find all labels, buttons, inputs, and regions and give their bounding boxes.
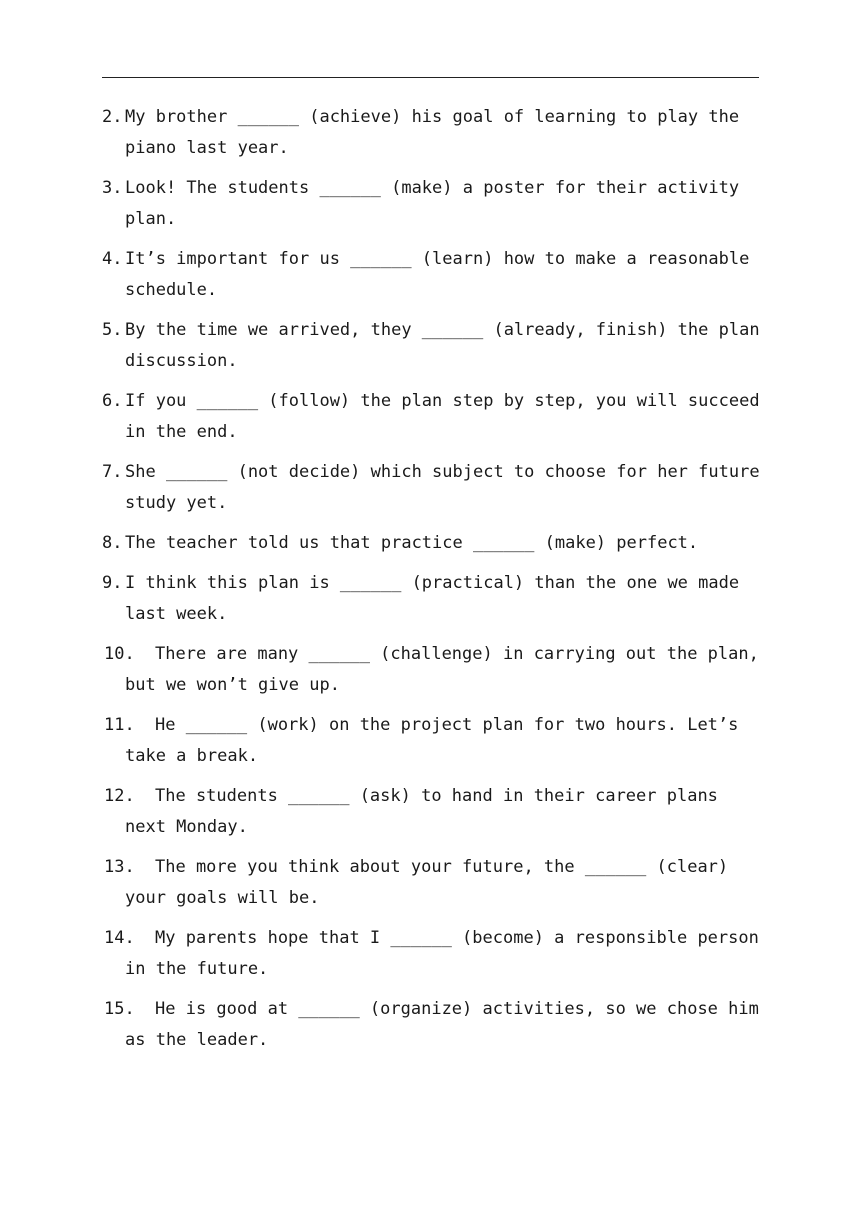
question-text-continued: as the leader.: [125, 1030, 269, 1050]
question-number: 10.: [104, 644, 135, 664]
question-text-continued: schedule.: [125, 280, 218, 300]
question-list: [0, 102, 860, 1065]
question-text: My brother ______ (achieve) his goal of learning to play the: [125, 107, 740, 127]
question-text: The students ______ (ask) to hand in their career plans: [155, 786, 718, 806]
question-text: There are many ______ (challenge) in carrying out the plan,: [155, 644, 759, 664]
question-text: By the time we arrived, they ______ (already, finish) the plan: [125, 320, 760, 340]
question-text-continued: plan.: [125, 209, 177, 229]
question-number: 7.: [102, 462, 123, 482]
question-text: If you ______ (follow) the plan step by step, you will succeed: [125, 391, 760, 411]
question-text-continued: in the future.: [125, 959, 269, 979]
question-item: [0, 994, 759, 1056]
question-number: 3.: [102, 178, 123, 198]
question-item: [0, 173, 755, 235]
question-number: 5.: [102, 320, 123, 340]
question-text: It’s important for us ______ (learn) how to make a reasonable: [125, 249, 750, 269]
question-item: [0, 315, 760, 377]
question-text: The more you think about your future, the ______ (clear): [155, 857, 729, 877]
question-number: 2.: [102, 107, 123, 127]
question-number: 4.: [102, 249, 123, 269]
question-text-continued: piano last year.: [125, 138, 289, 158]
question-number: 6.: [102, 391, 123, 411]
question-text-continued: in the end.: [125, 422, 238, 442]
question-item: [0, 386, 760, 448]
question-item: [0, 102, 755, 164]
header-rule: [102, 77, 759, 78]
question-item: [0, 528, 755, 559]
question-text-continued: next Monday.: [125, 817, 248, 837]
question-item: [0, 781, 755, 843]
question-text: I think this plan is ______ (practical) than the one we made: [125, 573, 740, 593]
question-text: He ______ (work) on the project plan for two hours. Let’s: [155, 715, 739, 735]
question-item: [0, 852, 755, 914]
question-number: 14.: [104, 928, 135, 948]
question-text: She ______ (not decide) which subject to choose for her future: [125, 462, 760, 482]
question-text-continued: your goals will be.: [125, 888, 320, 908]
question-text-continued: last week.: [125, 604, 228, 624]
question-text: My parents hope that I ______ (become) a responsible person: [155, 928, 759, 948]
question-item: [0, 457, 760, 519]
question-number: 8.: [102, 533, 123, 553]
question-text-continued: discussion.: [125, 351, 238, 371]
question-text-continued: take a break.: [125, 746, 259, 766]
question-number: 12.: [104, 786, 135, 806]
question-number: 13.: [104, 857, 135, 877]
question-item: [0, 639, 759, 701]
question-item: [0, 244, 755, 306]
question-text-continued: study yet.: [125, 493, 228, 513]
question-text-continued: but we won’t give up.: [125, 675, 340, 695]
question-text: Look! The students ______ (make) a poster for their activity: [125, 178, 740, 198]
question-item: [0, 568, 755, 630]
question-text: He is good at ______ (organize) activities, so we chose him: [155, 999, 759, 1019]
question-text: The teacher told us that practice ______ (make) perfect.: [125, 533, 699, 553]
question-item: [0, 923, 759, 985]
question-number: 9.: [102, 573, 123, 593]
question-number: 11.: [104, 715, 135, 735]
question-item: [0, 710, 755, 772]
question-number: 15.: [104, 999, 135, 1019]
